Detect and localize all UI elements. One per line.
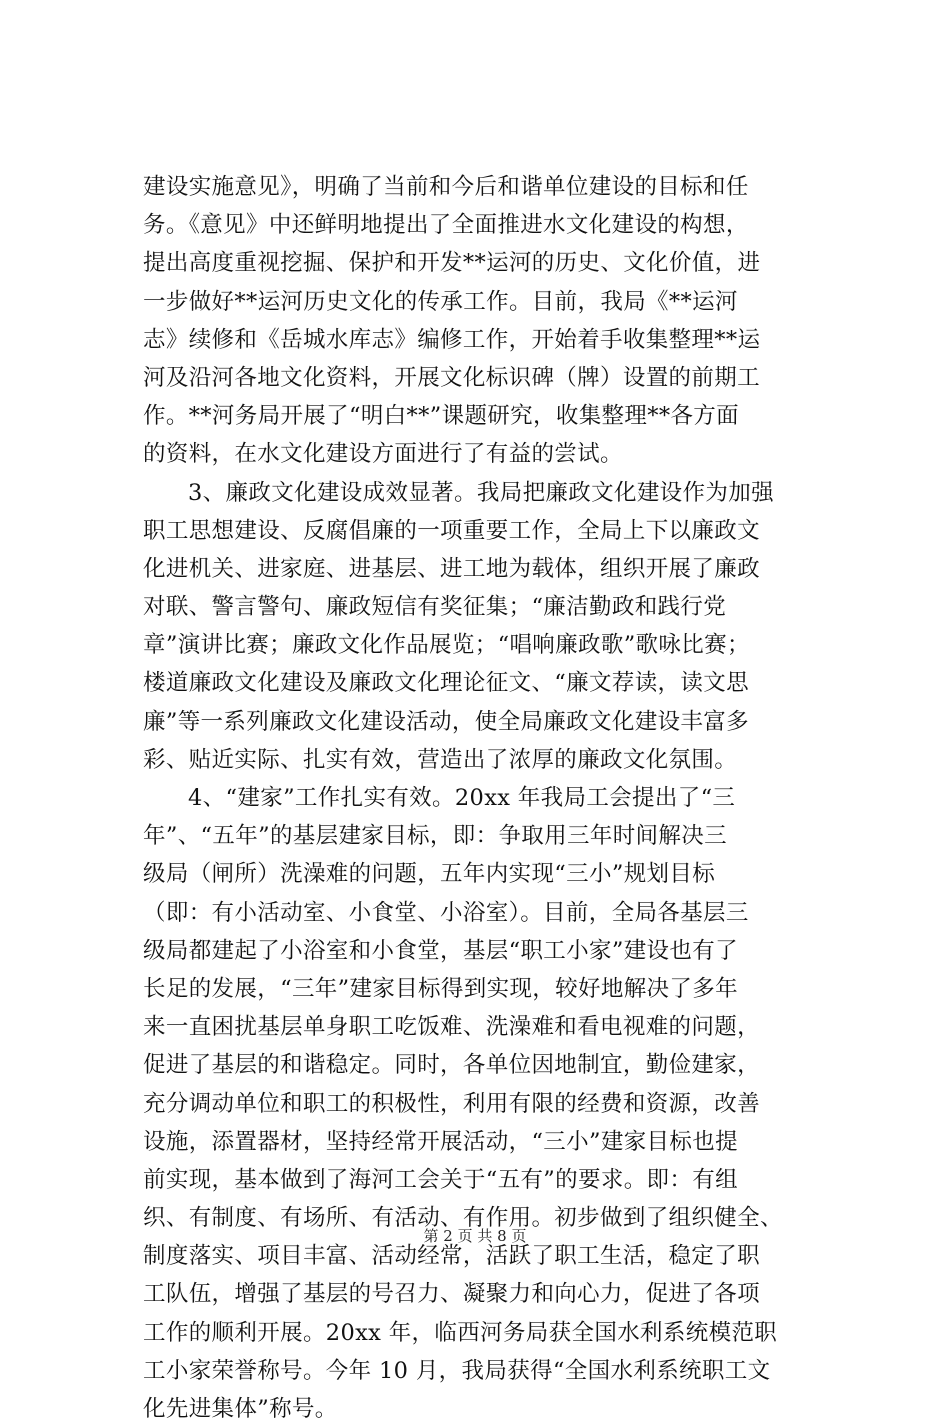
- text-line: 彩、贴近实际、扎实有效，营造出了浓厚的廉政文化氛围。: [143, 746, 738, 773]
- text-line: 建设实施意见》，明确了当前和今后和谐单位建设的目标和任: [143, 174, 749, 200]
- text-line: 楼道廉政文化建设及廉政文化理论征文、“廉文荐读，读文思: [143, 670, 749, 697]
- text-line: 前实现，基本做到了海河工会关于“五有”的要求。即：有组: [143, 1166, 738, 1193]
- text-line: 工小家荣誉称号。今年 10 月，我局获得“全国水利系统职工文: [143, 1357, 771, 1384]
- text-line: 章”演讲比赛；廉政文化作品展览；“唱响廉政歌”歌咏比赛；: [143, 632, 750, 659]
- text-line: 职工思想建设、反腐倡廉的一项重要工作，全局上下以廉政文: [143, 517, 760, 544]
- text-line: 廉”等一系列廉政文化建设活动，使全局廉政文化建设丰富多: [143, 708, 749, 735]
- paragraph-3-first-line: 3、廉政文化建设成效显著。我局把廉政文化建设作为加强: [188, 479, 774, 506]
- text-line: 河及沿河各地文化资料，开展文化标识碑（牌）设置的前期工: [143, 364, 760, 391]
- text-line: （即：有小活动室、小食堂、小浴室）。目前，全局各基层三: [143, 899, 749, 926]
- text-line: 级局（闸所）洗澡难的问题，五年内实现“三小”规划目标: [143, 861, 716, 888]
- text-line: 化先进集体”称号。: [143, 1396, 338, 1422]
- text-line: 设施，添置器材，坚持经常开展活动，“三小”建家目标也提: [143, 1128, 738, 1155]
- text-line: 务。《意见》中还鲜明地提出了全面推进水文化建设的构想，: [143, 212, 749, 239]
- text-line: 化进机关、进家庭、进基层、进工地为载体，组织开展了廉政: [143, 555, 760, 582]
- text-line: 工队伍，增强了基层的号召力、凝聚力和向心力，促进了各项: [143, 1281, 760, 1308]
- paragraph-4-first-line: 4、“建家”工作扎实有效。20xx 年我局工会提出了“三: [188, 785, 736, 811]
- text-line: 充分调动单位和职工的积极性，利用有限的经费和资源，改善: [143, 1090, 760, 1117]
- text-line: 志》续修和《岳城水库志》编修工作，开始着手收集整理**运: [143, 326, 761, 353]
- text-line: 工作的顺利开展。20xx 年，临西河务局获全国水利系统模范职: [143, 1319, 778, 1346]
- text-line: 织、有制度、有场所、有活动、有作用。初步做到了组织健全、: [143, 1205, 783, 1232]
- text-line: 提出高度重视挖掘、保护和开发**运河的历史、文化价值，进: [143, 250, 761, 277]
- text-line: 促进了基层的和谐稳定。同时，各单位因地制宜，勤俭建家，: [143, 1052, 760, 1079]
- text-line: 长足的发展，“三年”建家目标得到实现，较好地解决了多年: [143, 975, 738, 1002]
- text-line: 对联、警言警句、廉政短信有奖征集；“廉洁勤政和践行党: [143, 594, 727, 621]
- text-line: 级局都建起了小浴室和小食堂，基层“职工小家”建设也有了: [143, 937, 738, 964]
- text-line: 来一直困扰基层单身职工吃饭难、洗澡难和看电视难的问题，: [143, 1014, 760, 1041]
- text-line: 的资料，在水文化建设方面进行了有益的尝试。: [143, 441, 623, 468]
- page-number-footer: 第 2 页 共 8 页: [423, 1227, 527, 1245]
- text-line: 制度落实、项目丰富、活动经常，活跃了职工生活，稳定了职: [143, 1243, 760, 1270]
- text-line: 年”、“五年”的基层建家目标，即：争取用三年时间解决三: [143, 823, 727, 850]
- text-line: 一步做好**运河历史文化的传承工作。目前，我局《**运河: [143, 288, 738, 315]
- text-line: 作。**河务局开展了“明白**”课题研究，收集整理**各方面: [143, 403, 740, 430]
